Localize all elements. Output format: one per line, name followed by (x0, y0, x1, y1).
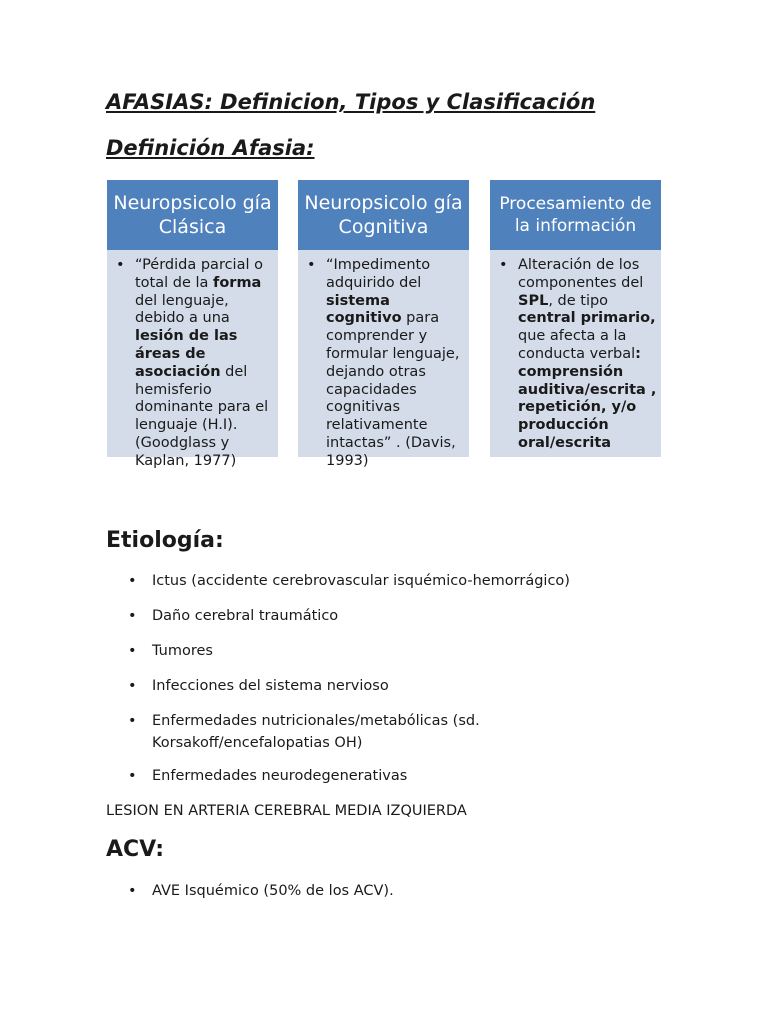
bold-text: sistema cognitivo (326, 292, 402, 327)
acv-heading: ACV: (106, 837, 165, 862)
text-segment: “Pérdida parcial o total de la (135, 257, 263, 291)
text-segment: “Impedimento adquirido del (326, 257, 431, 291)
acv-list (106, 880, 706, 902)
text-segment: , de tipo (548, 292, 609, 309)
card-neuropsicologia-cognitiva (298, 180, 469, 469)
list-item: • Tumores (106, 640, 706, 662)
list-item: • Enfermedades nutricionales/metabólicas (sd. Korsakoff/encefalopatias OH) (106, 710, 512, 754)
bold-text: forma (213, 274, 262, 291)
text-segment: Alteración de los componentes del (518, 257, 644, 291)
card-body (298, 250, 469, 469)
text-segment: del lenguaje, debido a una (135, 292, 230, 327)
card-header: Neuropsicolo gía Cognitiva (298, 180, 469, 250)
bold-text: : comprensión auditiva/escrita , repetición, y/o producción oral/escrita (518, 345, 657, 451)
bold-text: central primario, (518, 310, 656, 327)
list-item: • AVE Isquémico (50% de los ACV). (106, 880, 706, 902)
card-procesamiento-informacion (490, 180, 661, 457)
card-neuropsicologia-clasica (107, 180, 278, 469)
document-title: AFASIAS: Definicion, Tipos y Clasificación (106, 90, 596, 114)
card-header: Procesamiento de la información (490, 180, 661, 250)
list-item: • Infecciones del sistema nervioso (106, 675, 706, 697)
text-segment: del hemisferio dominante para el lenguaje (H.I). (Goodglass y Kaplan, 1977) (135, 363, 269, 469)
etiologia-heading: Etiología: (106, 528, 224, 553)
bold-text: SPL (518, 292, 549, 309)
list-item: • Ictus (accidente cerebrovascular isquémico-hemorrágico) (106, 570, 706, 592)
card-text (135, 257, 274, 471)
lesion-line: LESION EN ARTERIA CEREBRAL MEDIA IZQUIERDA (106, 803, 467, 819)
card-body (107, 250, 278, 469)
etiologia-list (106, 570, 706, 787)
list-item: • Enfermedades neurodegenerativas (106, 765, 706, 787)
card-body (490, 250, 661, 457)
text-segment: que afecta a la conducta verbal (518, 328, 636, 362)
definition-heading: Definición Afasia: (106, 136, 315, 160)
card-text (518, 257, 657, 453)
card-text (326, 257, 465, 471)
list-item: • Daño cerebral traumático (106, 605, 706, 627)
bold-text: lesión de las áreas de asociación (135, 328, 238, 380)
card-header: Neuropsicolo gía Clásica (107, 180, 278, 250)
text-segment: para comprender y formular lenguaje, dejando otras capacidades cognitivas relativamente intactas” . (Davis, 1993) (326, 310, 460, 469)
